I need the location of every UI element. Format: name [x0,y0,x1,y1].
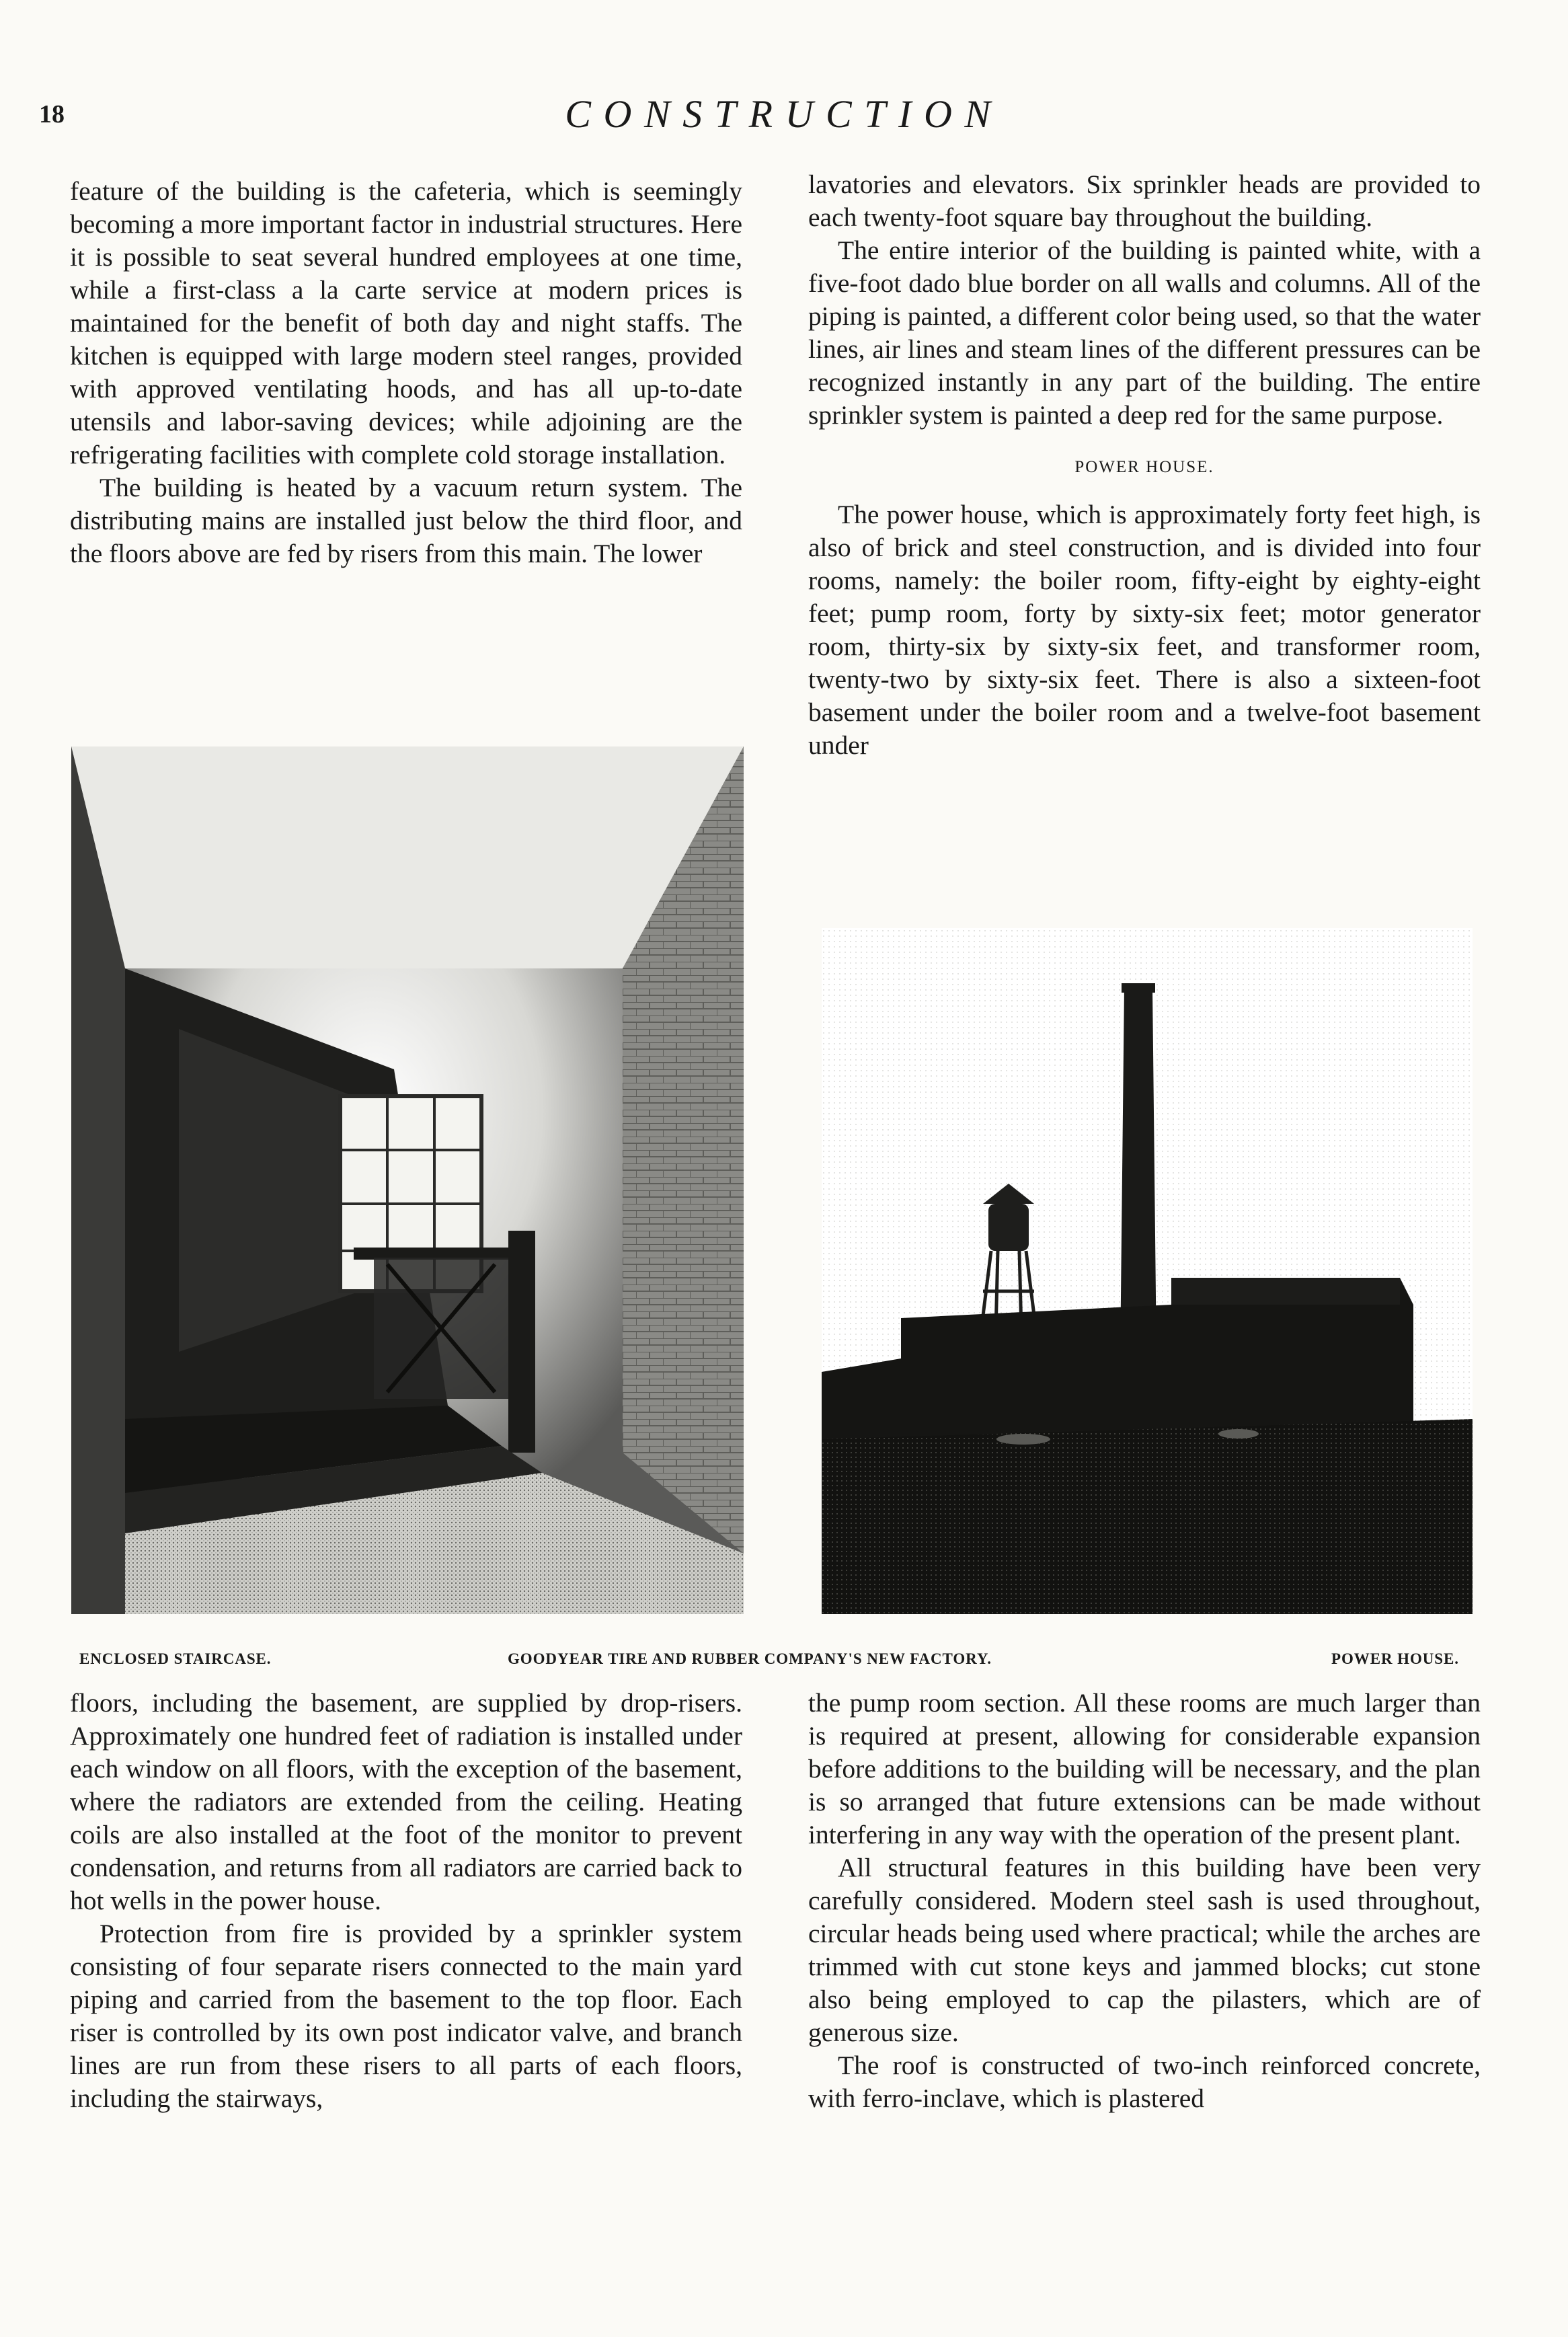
right-column-bottom [808,1687,1481,2115]
paragraph-drop-risers: floors, including the basement, are supplied by drop-risers. Approximately one hundred feet of radiation is installed under each window on all floors, with the exception of the basement, where the radiators are extended from the ceiling. Heating coils are also installed at the foot of the monitor to prevent condensation, and returns from all radiators are carried back to hot wells in the power house. [70,1688,742,1915]
caption-factory-title: GOODYEAR TIRE AND RUBBER COMPANY'S NEW FACTORY. [508,1650,992,1667]
power-house-photo [822,928,1473,1614]
paragraph-heating: The building is heated by a vacuum return system. The distributing mains are installed just below the third floor, and the floors above are fed by risers from this main. The lower [70,473,742,568]
right-column-top [808,168,1481,762]
paragraph-sprinkler-heads: lavatories and elevators. Six sprinkler heads are provided to each twenty-foot square bay throughout the building. [808,169,1481,232]
caption-enclosed-staircase: ENCLOSED STAIRCASE. [79,1650,272,1667]
paragraph-cafeteria: feature of the building is the cafeteria, which is seemingly becoming a more important factor in industrial structures. Here it is possible to seat several hundred employees at one time, while a first-class a la carte service at modern prices is maintained for the benefit of both day and night staffs. The kitchen is equipped with large modern steel ranges, provided with approved ventilating hoods, and has all up-to-date utensils and labor-saving devices; while adjoining are the refrigerating facilities with complete cold storage installation. [70,176,742,469]
paragraph-pump-room: the pump room section. All these rooms are much larger than is required at present, allowing for considerable expansion before additions to the building will be necessary, and the plan is so arranged that future extensions can be made without interfering in any way with the operation of the present plant. [808,1688,1481,1849]
caption-power-house: POWER HOUSE. [1331,1650,1459,1667]
page-number: 18 [39,100,65,128]
paragraph-power-house: The power house, which is approximately forty feet high, is also of brick and steel construction, and is divided into four rooms, namely: the boiler room, fifty-eight by eighty-eight feet; pump room, forty by sixty-six feet; motor generator room, thirty-six by sixty-six feet, and transformer room, twenty-two by sixty-six feet. There is also a sixteen-foot basement under the boiler room and a twelve-foot basement under [808,500,1481,760]
left-column-bottom [70,1687,742,2115]
paragraph-roof: The roof is constructed of two-inch reinforced concrete, with ferro-inclave, which is plastered [808,2051,1481,2113]
paragraph-fire-protection: Protection from fire is provided by a sprinkler system consisting of four separate risers connected to the main yard piping and carried from the basement to the top floor. Each riser is controlled by its own post indicator valve, and branch lines are run from these risers to all parts of each floors, including the stairways, [70,1919,742,2113]
left-column-top [70,175,742,570]
paragraph-painting: The entire interior of the building is painted white, with a five-foot dado blue border on all walls and columns. All of the piping is painted, a different color being used, so that the water lines, air lines and steam lines of the different pressures can be recognized instantly in any part of the building. The entire sprinkler system is painted a deep red for the same purpose. [808,235,1481,430]
running-title: CONSTRUCTION [565,92,1003,136]
section-heading-power-house: POWER HOUSE. [1074,458,1214,476]
staircase-photo [71,746,744,1614]
paragraph-structural-features: All structural features in this building have been very carefully considered. Modern steel sash is used throughout, circular heads being used where practical; while the arches are trimmed with cut stone keys and jammed blocks; cut stone also being employed to cap the pilasters, which are of generous size. [808,1853,1481,2047]
